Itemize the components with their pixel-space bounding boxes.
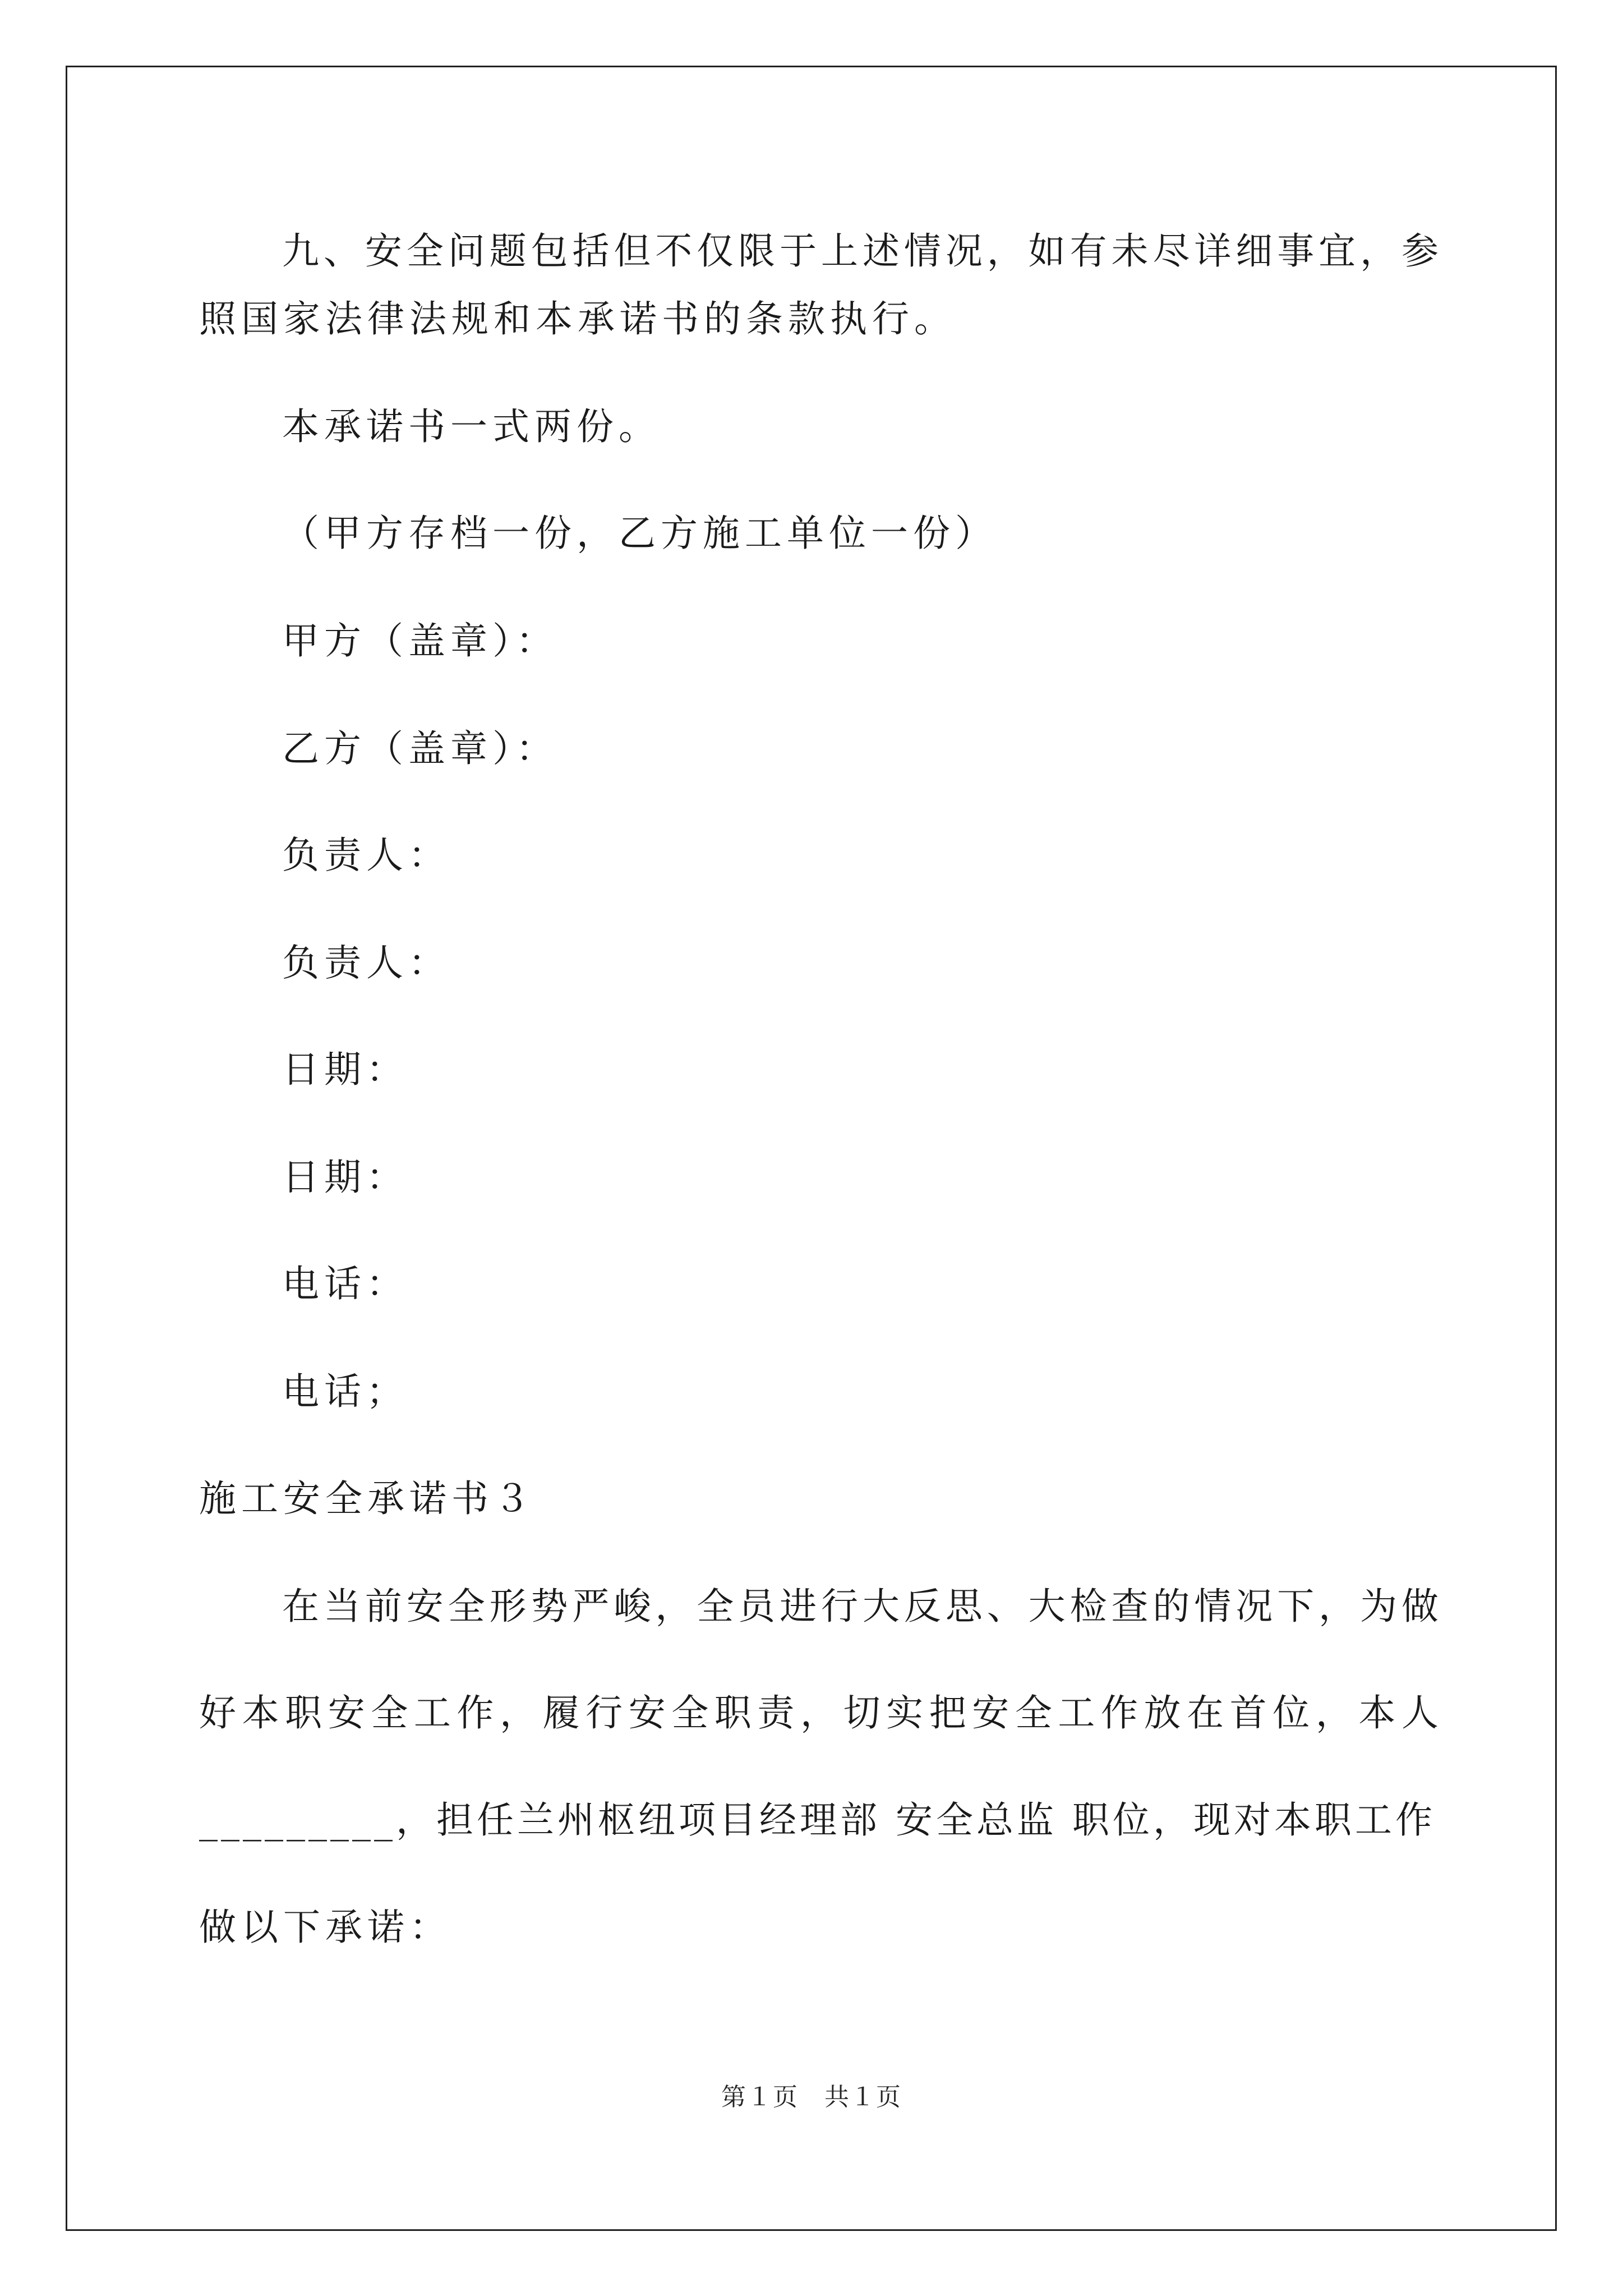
paragraph-line: 九、安全问题包括但不仅限于上述情况，如有未尽详细事宜，参: [282, 229, 1438, 273]
section-heading: 施工安全承诺书３: [199, 1477, 536, 1520]
signature-field: 日期：: [282, 1156, 408, 1199]
paragraph-line: 本承诺书一式两份。: [282, 405, 661, 448]
paragraph-line: 在当前安全形势严峻，全员进行大反思、大检查的情况下，为做: [282, 1585, 1438, 1628]
signature-field: 乙方（盖章）：: [282, 727, 558, 770]
signature-field: 日期：: [282, 1048, 408, 1091]
signature-field: 负责人：: [282, 941, 450, 984]
signature-field: 负责人：: [282, 834, 450, 877]
signature-field: 甲方（盖章）：: [282, 619, 558, 662]
paragraph-line: （甲方存档一份，乙方施工单位一份）: [282, 512, 997, 555]
paragraph-line: 照国家法律法规和本承诺书的条款执行。: [199, 297, 956, 341]
paragraph-line: _________，担任兰州枢纽项目经理部 安全总监 职位，现对本职工作: [199, 1798, 1436, 1842]
page-footer: 第１页 共１页: [721, 2083, 902, 2111]
paragraph-line: 好本职安全工作，履行安全职责，切实把安全工作放在首位，本人: [199, 1691, 1438, 1734]
signature-field: 电话：: [282, 1262, 408, 1305]
paragraph-line: 做以下承诺：: [199, 1906, 451, 1949]
signature-field: 电话；: [282, 1370, 408, 1413]
